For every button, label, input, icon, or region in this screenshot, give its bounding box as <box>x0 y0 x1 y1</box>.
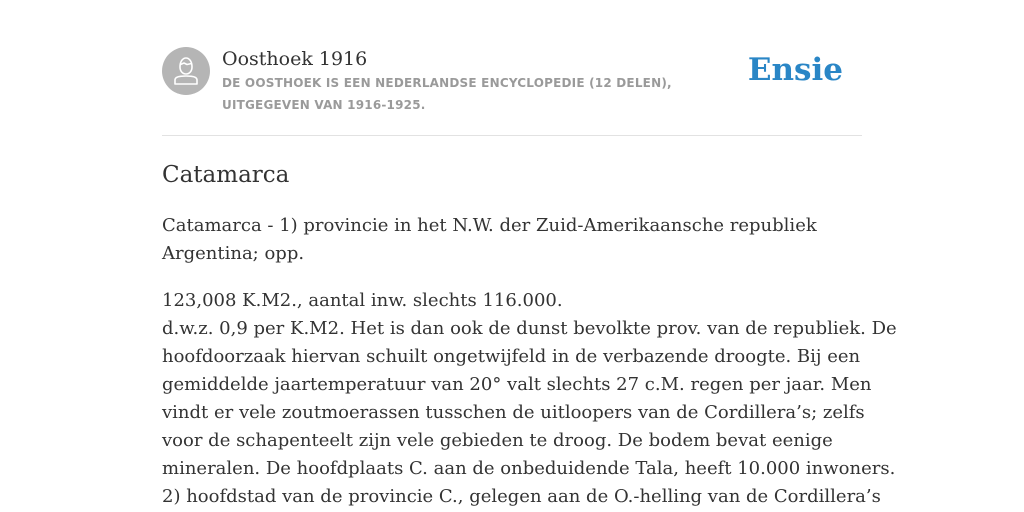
author-description: DE OOSTHOEK IS EEN NEDERLANDSE ENCYCLOPEDIE (12 DELEN), UITGEGEVEN VAN 1916-1925. <box>222 76 672 112</box>
author-name[interactable]: Oosthoek 1916 <box>222 48 368 70</box>
text-line: voor de schapenteelt zijn vele gebieden te droog. De bodem bevat eenige <box>162 430 833 451</box>
text-line: 2) hoofdstad van de provincie C., gelegen aan de O.-helling van de Cordillera’s <box>162 486 881 507</box>
article-paragraph: Catamarca - 1) provincie in het N.W. der Zuid-Amerikaansche republiek Argentina; opp. <box>162 215 817 264</box>
article-body <box>162 212 897 512</box>
text-line: mineralen. De hoofdplaats C. aan de onbeduidende Tala, heeft 10.000 inwoners. <box>162 458 896 479</box>
author-header <box>162 0 862 136</box>
ensie-logo[interactable]: Ensie <box>747 52 843 88</box>
text-line: d.w.z. 0,9 per K.M2. Het is dan ook de dunst bevolkte prov. van de republiek. De <box>162 318 897 339</box>
article-title: Catamarca <box>162 162 290 188</box>
author-avatar[interactable] <box>162 47 210 95</box>
page-container <box>162 0 897 507</box>
user-icon <box>162 47 210 95</box>
text-line: hoofdoorzaak hiervan schuilt ongetwijfeld in de verbazende droogte. Bij een <box>162 346 861 367</box>
article-paragraph <box>162 287 897 511</box>
text-line: vindt er vele zoutmoerassen tusschen de uitloopers van de Cordillera’s; zelfs <box>162 402 865 423</box>
text-line: 123,008 K.M2., aantal inw. slechts 116.000. <box>162 290 563 311</box>
text-line: gemiddelde jaartemperatuur van 20° valt slechts 27 c.M. regen per jaar. Men <box>162 374 872 395</box>
